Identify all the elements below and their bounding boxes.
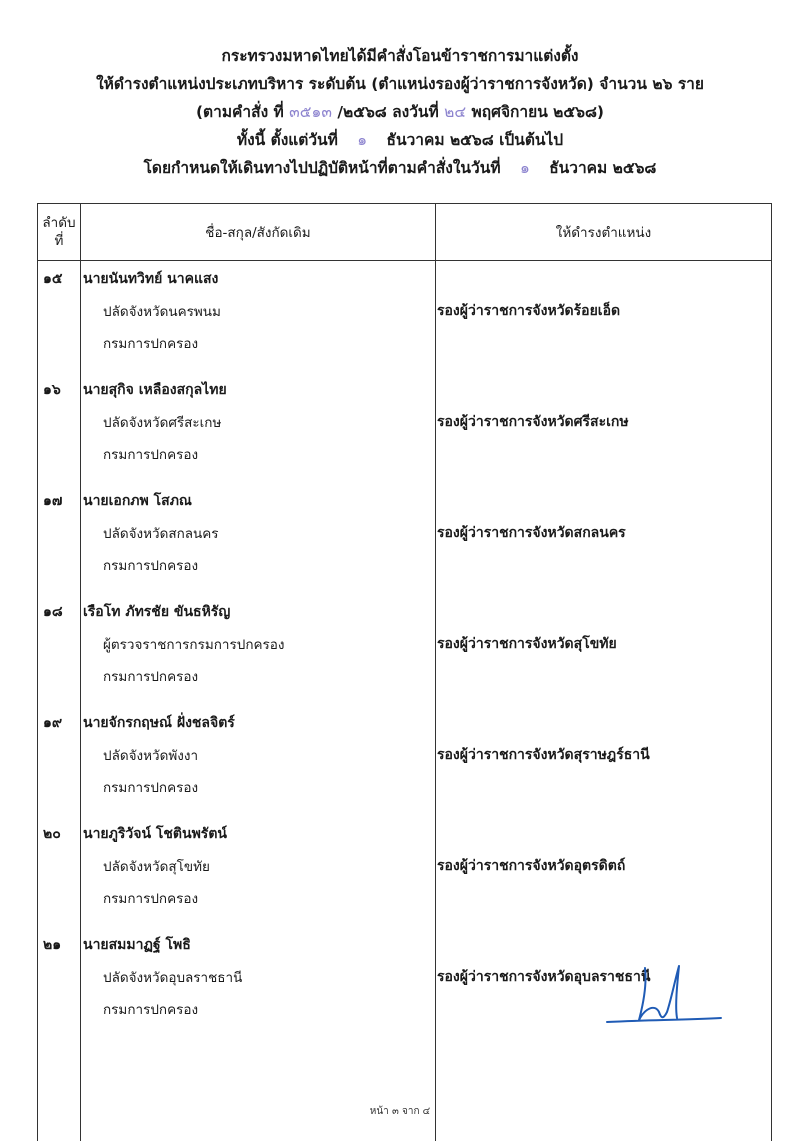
header-line-2: ให้ดำรงตำแหน่งประเภทบริหาร ระดับต้น (ตำแหน่งรองผู้ว่าราชการจังหวัด) จำนวน ๒๖ ราย — [96, 75, 704, 93]
row-number: ๑๘ — [43, 604, 63, 620]
row-department: กรมการปกครอง — [103, 336, 199, 352]
order-prefix: (ตามคำสั่ง ที่ — [195, 103, 284, 121]
table-row — [37, 490, 768, 585]
row-old-position: ปลัดจังหวัดพังงา — [103, 748, 199, 764]
table-header-row — [38, 204, 772, 261]
effective-month-year: ธันวาคม ๒๕๖๘ เป็นต้นไป — [386, 131, 564, 149]
row-name: นายนันทวิทย์ นาคแสง — [83, 271, 219, 287]
order-day-handwritten: ๒๔ — [444, 103, 467, 121]
effective-prefix: ทั้งนี้ ตั้งแต่วันที่ — [236, 131, 338, 149]
header-line-5 — [0, 154, 800, 182]
document-header — [0, 42, 800, 182]
order-header-line-1: ลำดับ — [42, 215, 76, 231]
order-month-year: พฤศจิกายน ๒๕๖๘) — [471, 103, 605, 121]
table-row — [37, 268, 768, 363]
order-column-header — [38, 204, 81, 261]
row-name: นายเอกภพ โสภณ — [83, 493, 192, 509]
row-old-position: ปลัดจังหวัดสกลนคร — [103, 526, 219, 542]
travel-prefix: โดยกำหนดให้เดินทางไปปฏิบัติหน้าที่ตามคำสั่งในวันที่ — [143, 159, 501, 177]
row-department: กรมการปกครอง — [103, 558, 199, 574]
row-number: ๑๕ — [43, 271, 63, 287]
row-name: นายจักรกฤษณ์ ฝั่งชลจิตร์ — [83, 715, 235, 731]
row-new-position: รองผู้ว่าราชการจังหวัดร้อยเอ็ด — [437, 303, 621, 319]
row-old-position: ผู้ตรวจราชการกรมการปกครอง — [103, 637, 285, 653]
header-line-3 — [0, 98, 800, 126]
row-new-position: รองผู้ว่าราชการจังหวัดสุโขทัย — [437, 636, 617, 652]
row-old-position: ปลัดจังหวัดสุโขทัย — [103, 859, 210, 875]
row-new-position: รองผู้ว่าราชการจังหวัดอุตรดิตถ์ — [437, 858, 626, 874]
position-column-header: ให้ดำรงตำแหน่ง — [436, 204, 772, 261]
table-row — [37, 601, 768, 696]
row-old-position: ปลัดจังหวัดศรีสะเกษ — [103, 415, 222, 431]
page-footer: หน้า ๓ จาก ๔ — [369, 1106, 431, 1117]
table-row — [37, 712, 768, 807]
header-line-1: กระทรวงมหาดไทยได้มีคำสั่งโอนข้าราชการมาแต่งตั้ง — [221, 47, 579, 65]
row-number: ๑๗ — [43, 493, 63, 509]
row-department: กรมการปกครอง — [103, 780, 199, 796]
travel-month-year: ธันวาคม ๒๕๖๘ — [549, 159, 657, 177]
table-entries — [37, 268, 768, 1068]
row-old-position: ปลัดจังหวัดอุบลราชธานี — [103, 970, 243, 986]
order-date-prefix: /๒๕๖๘ ลงวันที่ — [337, 103, 439, 121]
row-department: กรมการปกครอง — [103, 447, 199, 463]
row-department: กรมการปกครอง — [103, 1002, 199, 1018]
row-number: ๒๐ — [43, 826, 61, 842]
header-line-4 — [0, 126, 800, 154]
signature-icon — [605, 960, 725, 1030]
travel-day-handwritten: ๑ — [519, 159, 530, 177]
row-name: นายสมมาฏฐ์ โพธิ — [83, 937, 191, 953]
row-name: นายสุกิจ เหลืองสกุลไทย — [83, 382, 227, 398]
row-new-position: รองผู้ว่าราชการจังหวัดสุราษฎร์ธานี — [437, 747, 650, 763]
row-old-position: ปลัดจังหวัดนครพนม — [103, 304, 221, 320]
row-number: ๑๙ — [43, 715, 63, 731]
table-row — [37, 823, 768, 918]
name-column-header: ชื่อ-สกุล/สังกัดเดิม — [81, 204, 436, 261]
row-name: เรือโท ภัทรชัย ขันธหิรัญ — [83, 604, 231, 620]
table-row — [37, 379, 768, 474]
row-number: ๑๖ — [43, 382, 61, 398]
row-department: กรมการปกครอง — [103, 669, 199, 685]
row-number: ๒๑ — [43, 937, 62, 953]
row-new-position: รองผู้ว่าราชการจังหวัดศรีสะเกษ — [437, 414, 629, 430]
row-new-position: รองผู้ว่าราชการจังหวัดสกลนคร — [437, 525, 626, 541]
effective-day-handwritten: ๑ — [357, 131, 368, 149]
order-number-handwritten: ๓๕๑๓ — [289, 103, 332, 121]
row-new-position: รองผู้ว่าราชการจังหวัดอุบลราชธานี — [437, 969, 651, 985]
row-name: นายภูริวัจน์ โชตินพรัตน์ — [83, 826, 227, 842]
row-department: กรมการปกครอง — [103, 891, 199, 907]
order-header-line-2: ที่ — [54, 233, 64, 249]
